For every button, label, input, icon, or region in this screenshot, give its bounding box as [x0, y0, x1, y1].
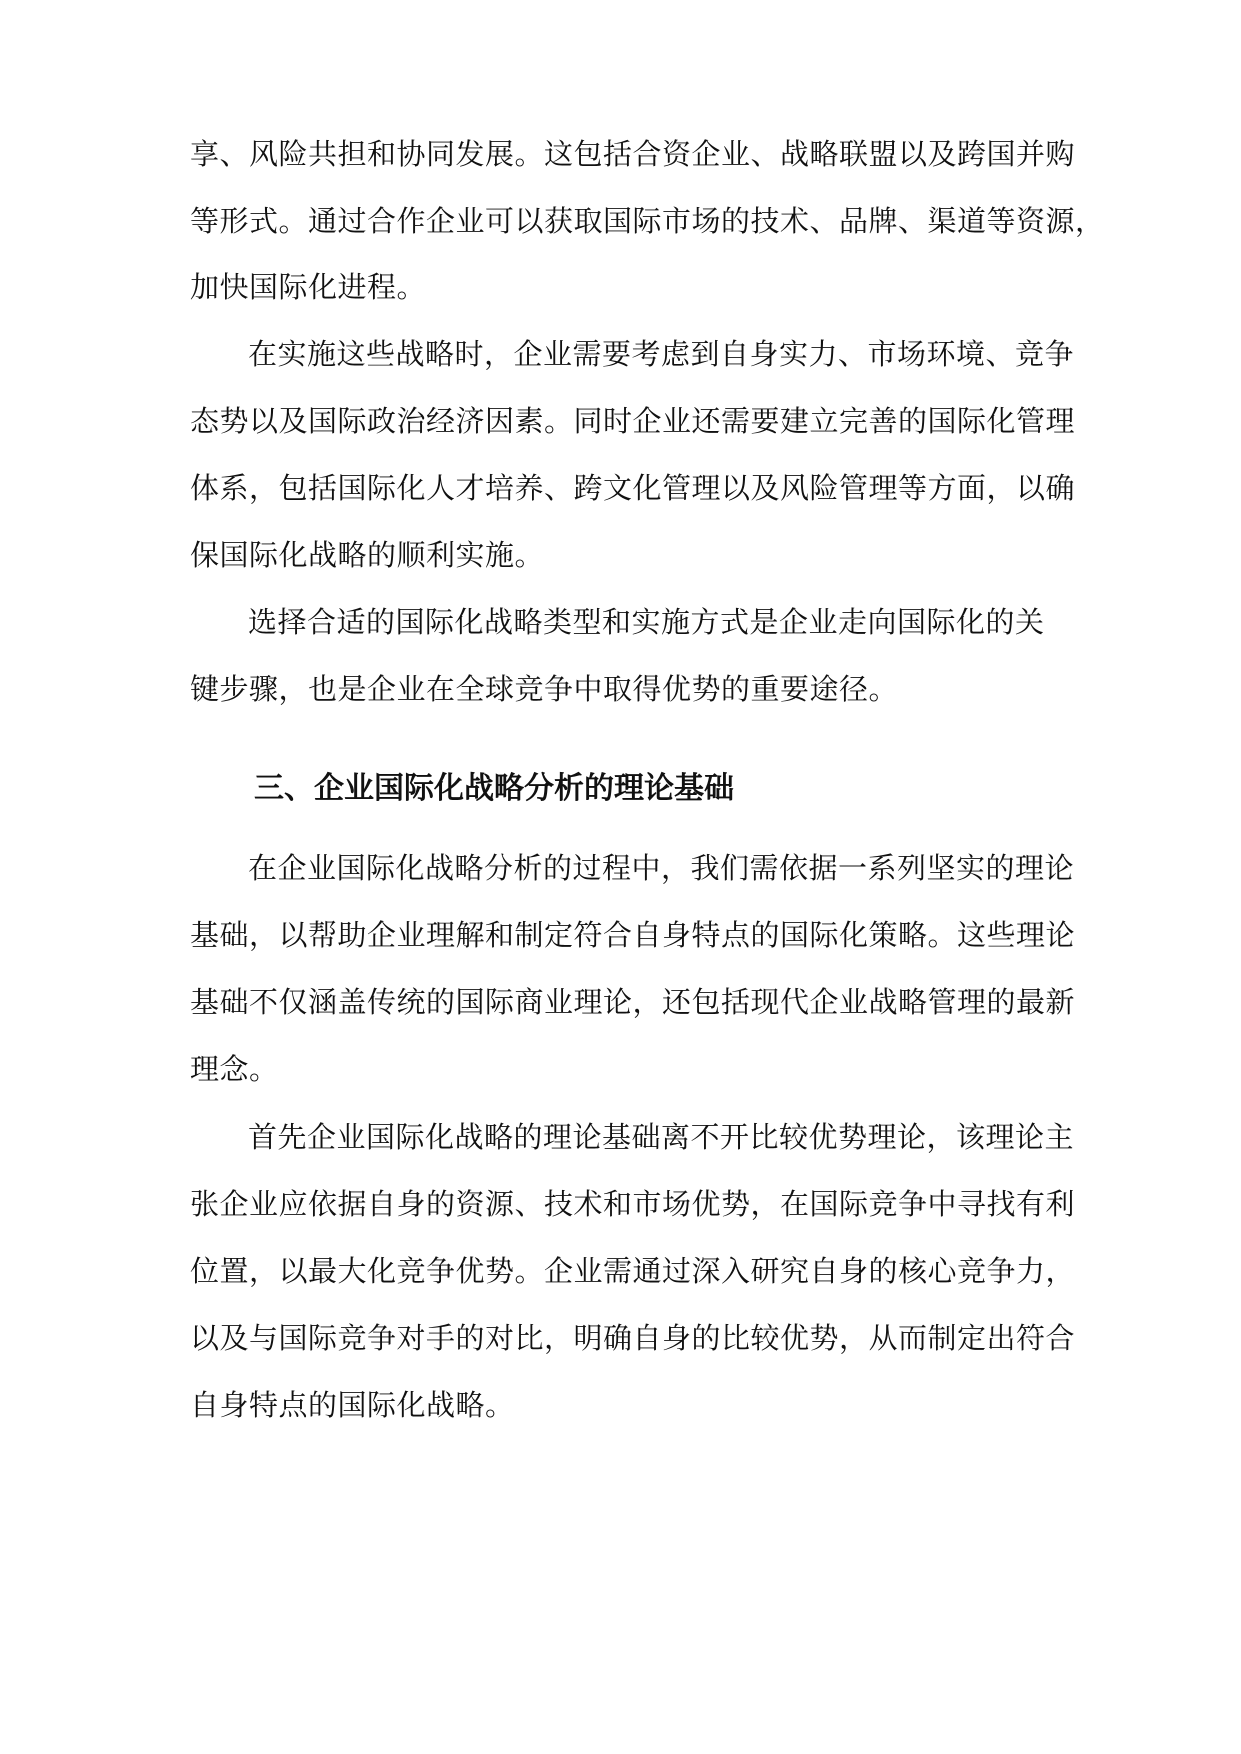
paragraph-line: 张企业应依据自身的资源、技术和市场优势，在国际竞争中寻找有利	[190, 1187, 1076, 1221]
paragraph-line: 自身特点的国际化战略。	[190, 1388, 515, 1422]
paragraph-line: 位置，以最大化竞争优势。企业需通过深入研究自身的核心竞争力，	[190, 1254, 1076, 1288]
paragraph-line: 等形式。通过合作企业可以获取国际市场的技术、品牌、渠道等资源，	[190, 204, 1105, 238]
paragraph-line: 基础，以帮助企业理解和制定符合自身特点的国际化策略。这些理论	[190, 918, 1076, 952]
paragraph-line: 在实施这些战略时，企业需要考虑到自身实力、市场环境、竞争	[248, 337, 1075, 371]
paragraph-line: 体系，包括国际化人才培养、跨文化管理以及风险管理等方面，以确	[190, 471, 1076, 505]
paragraph-line: 在企业国际化战略分析的过程中，我们需依据一系列坚实的理论	[248, 851, 1075, 885]
paragraph-line: 以及与国际竞争对手的对比，明确自身的比较优势，从而制定出符合	[190, 1321, 1076, 1355]
paragraph-line: 选择合适的国际化战略类型和实施方式是企业走向国际化的关	[248, 605, 1045, 639]
paragraph-line: 享、风险共担和协同发展。这包括合资企业、战略联盟以及跨国并购	[190, 137, 1076, 171]
paragraph-line: 保国际化战略的顺利实施。	[190, 538, 545, 572]
paragraph-line: 键步骤，也是企业在全球竞争中取得优势的重要途径。	[190, 672, 899, 706]
paragraph-line: 基础不仅涵盖传统的国际商业理论，还包括现代企业战略管理的最新	[190, 985, 1076, 1019]
paragraph-line: 理念。	[190, 1052, 279, 1086]
paragraph-line: 态势以及国际政治经济因素。同时企业还需要建立完善的国际化管理	[190, 404, 1076, 438]
section-heading: 三、企业国际化战略分析的理论基础	[254, 771, 734, 806]
paragraph-line: 首先企业国际化战略的理论基础离不开比较优势理论，该理论主	[248, 1120, 1075, 1154]
paragraph-line: 加快国际化进程。	[190, 270, 427, 304]
